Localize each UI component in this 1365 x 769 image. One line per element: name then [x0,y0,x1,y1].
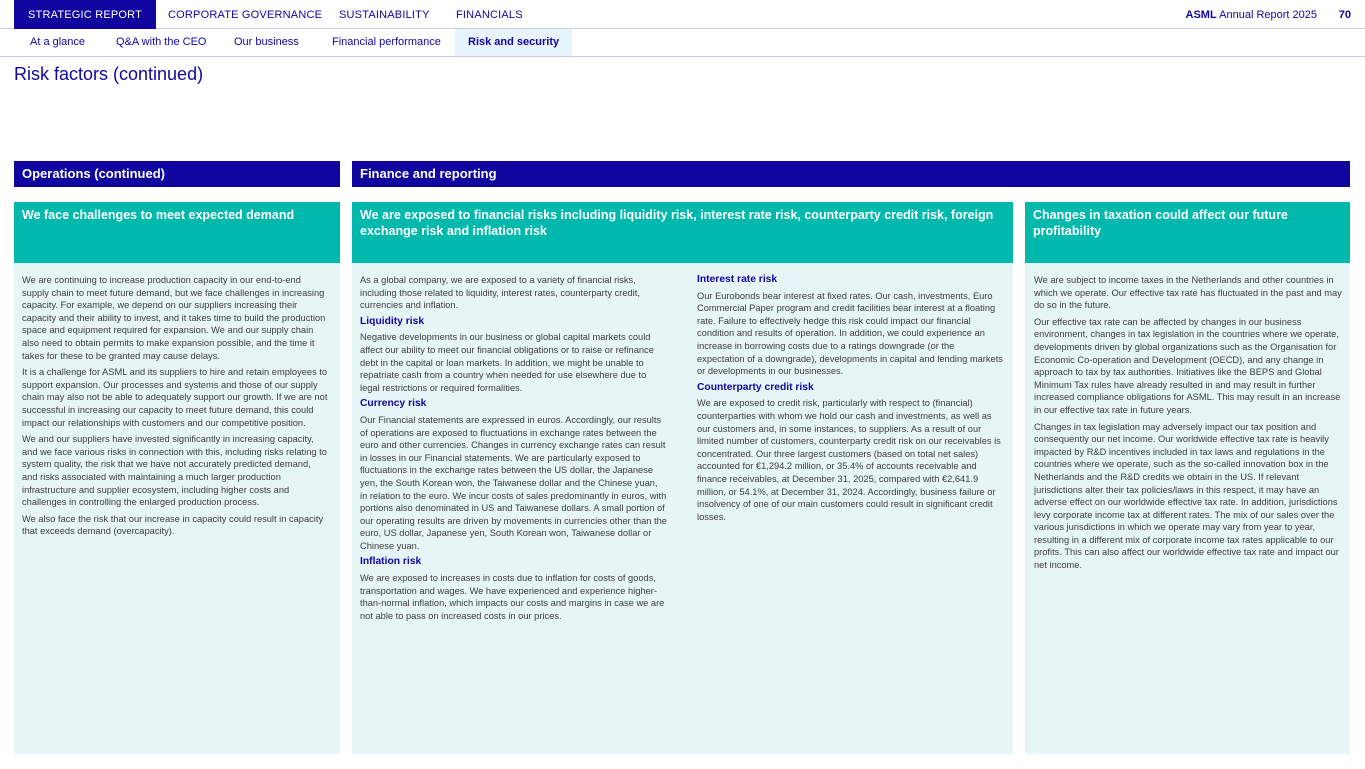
page-number: 70 [1338,9,1351,21]
subnav-risk-and-security[interactable]: Risk and security [455,29,572,56]
paragraph: We are continuing to increase production capacity in our end-to-end supply chain to meet future demand, but we face challenges in increasing capacity. For example, we depend on our suppliers increasing their capacity and their ability to invest, and it takes time to build the production space and equipment required for expansion. We and our supply chain also need to obtain permits to make expansion possible, and the time it takes for these to be granted may cause delays. [22,275,326,361]
inflation-risk-heading: Inflation risk [360,556,422,568]
tab-strategic-report[interactable]: STRATEGIC REPORT [14,0,156,29]
paragraph: Negative developments in our business or global capital markets could affect our ability to meet our financial obligations or to raise or refinance debt in the capital or loan markets. In addition, we might be unable to repatriate cash from a country when needed for use elsewhere due to legal restrictions or required formalities. [360,332,654,393]
card-financial-body [352,263,1013,754]
paragraph: We also face the risk that our increase in capacity could result in capacity that exceeds demand (overcapacity). [22,513,324,537]
tab-financials[interactable]: FINANCIALS [456,9,523,21]
subnav-our-business[interactable]: Our business [234,36,299,48]
paragraph: It is a challenge for ASML and its suppliers to hire and retain employees to support expansion. Our processes and systems and those of our supply chain may also not be able to adequately support our growth. If we are not successful in increasing our capacity to meet future demand, this could impact our relationships with customers and our competitive position. [22,367,328,428]
page-title: Risk factors (continued) [14,64,204,84]
card-financial-right-column [697,274,1003,527]
report-title [1186,0,1317,30]
tab-corporate-governance[interactable]: CORPORATE GOVERNANCE [168,9,323,21]
paragraph: Our effective tax rate can be affected by changes in our business environment, changes in tax legislation in the countries where we operate, developments driven by global organizations such as the Organisation for Economic Co-operation and Development (OECD), and any change in approach to tax by tax authorities. Initiatives like the BEPS and Global Minimum Tax rules have already resulted in and may result in further increased compliance obligations for ASML. This may result in an increase in our effective tax rate in future years. [1034,316,1341,415]
card-financial-title: We are exposed to financial risks including liquidity risk, interest rate risk, counterparty credit risk, foreign exchange risk and inflation risk [352,202,1013,263]
top-navigation [0,0,1365,29]
paragraph: Changes in tax legislation may adversely impact our tax position and consequently our net income. Our worldwide effective tax rate is heavily impacted by R&D incentives included in tax laws and regulations in the countries where we operate, such as the so-called innovation box in the Netherlands and the R&D credits we obtain in the US. If relevant jurisdictions alter their tax policies/laws in this respect, it may have an adverse effect on our worldwide effective tax rate. In addition, jurisdictions levy corporate income tax at different rates. The mix of our sales over the various jurisdictions in which we operate may vary from year to year, resulting in a different mix of corporate income tax rates applicable to our profits. This can also affect our worldwide effective tax rate and impact our net income. [1034,421,1339,571]
paragraph: We are subject to income taxes in the Netherlands and other countries in which we operate. Our effective tax rate has fluctuated in the past and may do so in the future. [1034,275,1342,311]
tab-sustainability[interactable]: SUSTAINABILITY [339,9,430,21]
card-demand-title: We face challenges to meet expected demand [14,202,340,263]
report-name: Annual Report 2025 [1219,9,1317,21]
currency-risk-heading: Currency risk [360,398,427,410]
section-finance-reporting: Finance and reporting [352,161,1350,187]
paragraph: We are exposed to increases in costs due to inflation for costs of goods, transportation and wages. We have experienced and experience higher-than-normal inflation, which impacts our costs and margins in case we are not able to pass on increased costs in our prices. [360,573,665,621]
paragraph: Our Financial statements are expressed in euros. Accordingly, our results of operations are exposed to fluctuations in exchange rates between the euro and other currencies. Changes in currency exchange rates can result in losses in our Financial statements. We are particularly exposed to fluctuations in the exchange rates between the US dollar, the Japanese yen, the South Korean won, the Taiwanese dollar and the Chinese yuan, in relation to the euro. We incur costs of sales predominantly in euros, with portions also denominated in US and Taiwanese dollars. A small portion of our operating results are driven by movements in currencies other than the euro, US dollar, Japanese yen, South Korean won, Taiwanese dollar or Chinese yuan. [360,414,667,551]
paragraph: We and our suppliers have invested significantly in increasing capacity, and we face various risks in connection with this, including risks relating to system quality, the risk that we have not accurately predicted demand, and risks associated with maintaining a much larger production infrastructure and supplier ecosystem, including higher costs and challenges in controlling the enlarged production process. [22,434,327,508]
card-financial-left-column [360,274,667,626]
subnav-qa-ceo[interactable]: Q&A with the CEO [116,36,207,48]
counterparty-credit-risk-heading: Counterparty credit risk [697,381,814,393]
card-taxation-text [1034,274,1342,576]
brand-name: ASML [1185,9,1217,21]
paragraph: As a global company, we are exposed to a variety of financial risks, including those related to liquidity, interest rates, counterparty credit, currencies and inflation. [360,275,640,311]
subnav-at-a-glance[interactable]: At a glance [30,36,86,48]
section-operations: Operations (continued) [14,161,340,187]
liquidity-risk-heading: Liquidity risk [360,315,425,327]
card-demand-text [22,274,328,542]
interest-rate-risk-heading: Interest rate risk [697,274,778,285]
card-taxation-title: Changes in taxation could affect our future profitability [1025,202,1350,263]
card-taxation-body [1025,263,1350,754]
sub-navigation [0,29,1365,57]
paragraph: Our Eurobonds bear interest at fixed rates. Our cash, investments, Euro Commercial Paper program and credit facilities bear interest at a floating rate. Failure to effectively hedge this risk could impact our financial condition and results of operation. In addition, we could experience an increase in borrowing costs due to a ratings downgrade (or the expectation of a downgrade), developments in capital and lending markets or developments in our businesses. [697,290,1003,377]
paragraph: We are exposed to credit risk, particularly with respect to (financial) counterparties with whom we hold our cash and investments, as well as our customers and, in some instances, to suppliers. As a result of our limited number of customers, counterparty credit risk on our receivables is concentrated. Our three largest customers (based on total net sales) accounted for €1,294.2 million, or 35.4% of accounts receivable and finance receivables, at December 31, 2025, compared with €2,641.9 million, or 54.1%, at December 31, 2024. Accordingly, business failure or insolvency of one of our main customers could result in significant credit losses. [697,398,1001,522]
card-demand-body [14,263,340,754]
subnav-financial-performance[interactable]: Financial performance [332,36,441,48]
